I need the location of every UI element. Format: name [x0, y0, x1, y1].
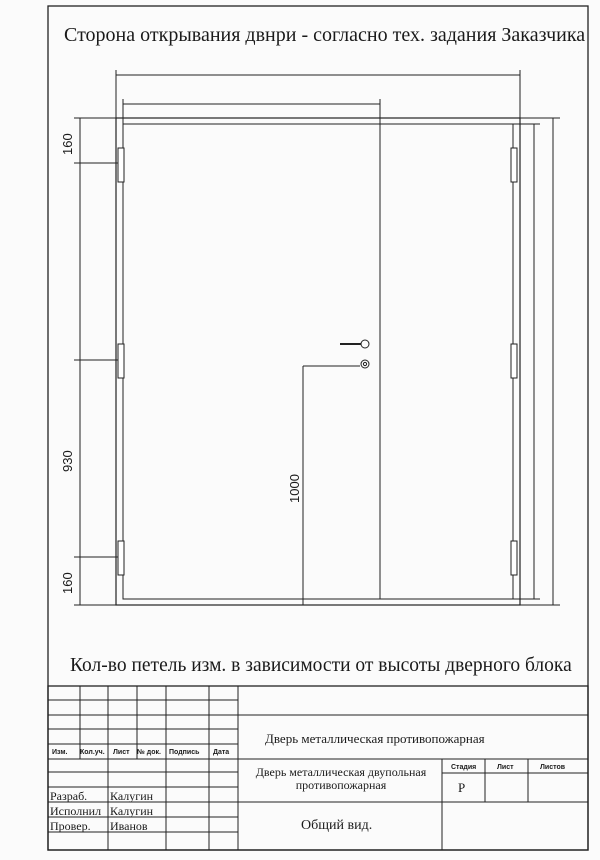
tb-header-kol-uch: Кол.уч.: [80, 749, 105, 756]
hinge-left-middle: [118, 344, 124, 378]
door-handle: [340, 340, 369, 348]
tb-item-name: Дверь металлическая двупольная противопожарная: [255, 765, 427, 792]
hinge-right-bottom: [511, 541, 517, 575]
tb-name-checker: Иванов: [110, 819, 148, 833]
sheet-frame: [48, 6, 588, 850]
tb-header-izm: Изм.: [52, 749, 68, 756]
tb-header-sheet: Лист: [497, 764, 514, 771]
tb-name-developer: Калугин: [110, 789, 154, 803]
dim-label-handle-height: 1000: [287, 474, 302, 503]
tb-header-signature: Подпись: [169, 749, 200, 756]
tb-header-sheets: Листов: [540, 764, 566, 771]
tb-sheet-title: Общий вид.: [301, 818, 373, 833]
dim-label-hinge-bottom: 160: [60, 572, 75, 594]
tb-document-title: Дверь металлическая противопожарная: [265, 731, 485, 746]
lock-cylinder: [361, 360, 369, 368]
tb-role-executor: Исполнил: [50, 804, 102, 818]
tb-role-developer: Разраб.: [50, 789, 88, 803]
dim-label-hinge-spacing: 930: [60, 450, 75, 472]
tb-header-stage: Стадия: [451, 764, 477, 771]
hinge-right-top: [511, 148, 517, 182]
tb-header-list: Лист: [113, 749, 130, 756]
hinge-left-bottom: [118, 541, 124, 575]
hinge-right-middle: [511, 344, 517, 378]
tb-role-checker: Провер.: [50, 819, 91, 833]
tb-header-date: Дата: [213, 749, 230, 756]
tb-header-doc: № док.: [137, 749, 161, 756]
opening-side-note: Сторона открывания двнри - согласно тех. задания Заказчика: [64, 24, 586, 46]
dim-label-hinge-top: 160: [60, 133, 75, 155]
tb-stage-value: Р: [458, 780, 466, 795]
door-frame-inner: [123, 124, 513, 599]
hinge-count-note: Кол-во петель изм. в зависимости от высоты дверного блока: [70, 655, 572, 676]
door-frame-outer: [116, 118, 520, 605]
tb-name-executor: Калугин: [110, 804, 154, 818]
hinge-left-top: [118, 148, 124, 182]
